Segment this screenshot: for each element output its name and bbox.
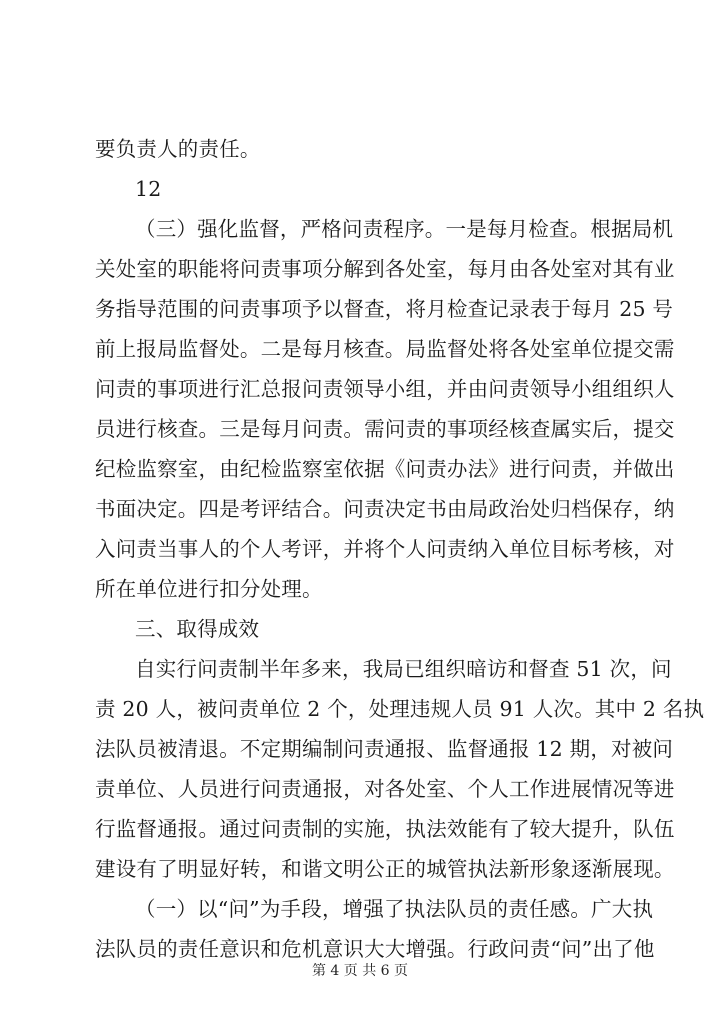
text-line: 法队员被清退。不定期编制问责通报、监督通报 12 期，对被问 bbox=[95, 737, 674, 761]
text-line: 员进行核查。三是每月问责。需问责的事项经核查属实后，提交 bbox=[95, 417, 675, 441]
page-number: 第 4 页 共 6 页 bbox=[311, 963, 409, 979]
text-line: 前上报局监督处。二是每月核查。局监督处将各处室单位提交需 bbox=[95, 337, 675, 361]
text-line: 法队员的责任意识和危机意识大大增强。行政问责“问”出了他 bbox=[95, 937, 655, 961]
text-line: 纪检监察室，由纪检监察室依据《问责办法》进行问责，并做出 bbox=[95, 457, 675, 481]
text-line: 要负责人的责任。 bbox=[95, 137, 261, 161]
text-line: 务指导范围的问责事项予以督查，将月检查记录表于每月 25 号 bbox=[95, 297, 674, 321]
text-line: （一）以“问”为手段，增强了执法队员的责任感。广大执 bbox=[135, 897, 654, 921]
text-line: （三）强化监督，严格问责程序。一是每月检查。根据局机 bbox=[135, 217, 674, 241]
text-line: 书面决定。四是考评结合。问责决定书由局政治处归档保存，纳 bbox=[95, 497, 675, 521]
text-line: 行监督通报。通过问责制的实施，执法效能有了较大提升，队伍 bbox=[95, 817, 675, 841]
text-line: 入问责当事人的个人考评，并将个人问责纳入单位目标考核，对 bbox=[95, 537, 675, 561]
text-line: 责 20 人，被问责单位 2 个，处理违规人员 91 人次。其中 2 名执 bbox=[95, 697, 705, 721]
text-line: 12 bbox=[135, 177, 162, 201]
text-line: 问责的事项进行汇总报问责领导小组，并由问责领导小组组织人 bbox=[95, 377, 675, 401]
text-line: 自实行问责制半年多来，我局已组织暗访和督查 51 次，问 bbox=[135, 657, 672, 681]
text-line: 建设有了明显好转，和谐文明公正的城管执法新形象逐渐展现。 bbox=[95, 857, 675, 881]
text-line: 关处室的职能将问责事项分解到各处室，每月由各处室对其有业 bbox=[95, 257, 675, 281]
text-line: 所在单位进行扣分处理。 bbox=[95, 577, 323, 601]
text-line: 责单位、人员进行问责通报，对各处室、个人工作进展情况等进 bbox=[95, 777, 675, 801]
section-heading: 三、取得成效 bbox=[135, 617, 260, 641]
